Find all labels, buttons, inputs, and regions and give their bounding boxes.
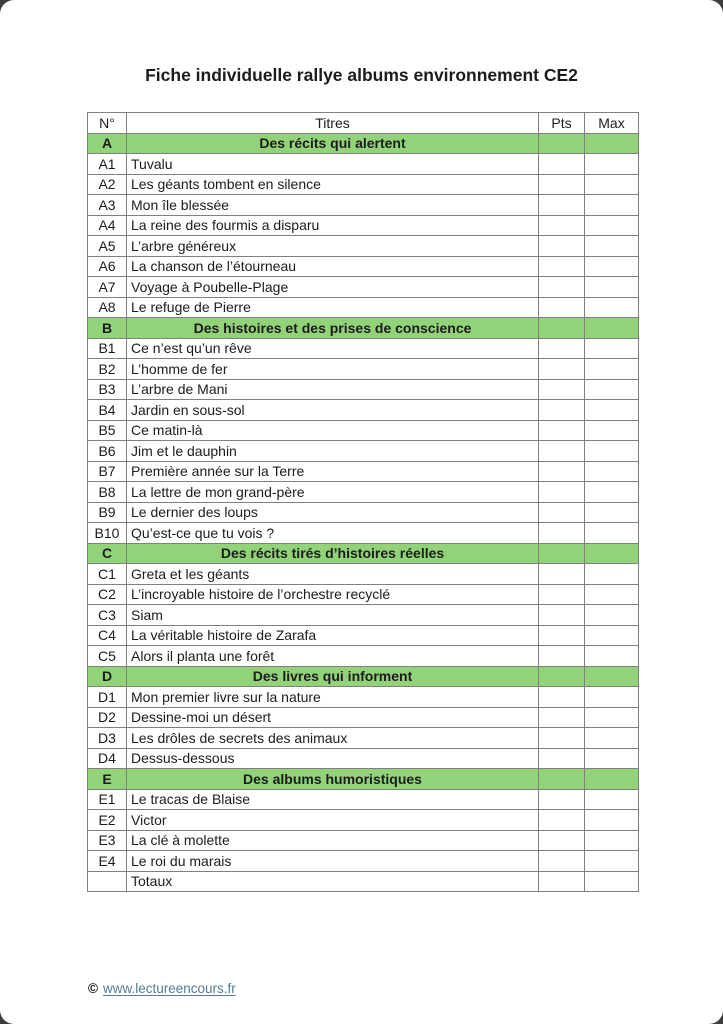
book-title: La véritable histoire de Zarafa bbox=[127, 625, 539, 646]
pts-cell bbox=[539, 174, 585, 195]
pts-cell bbox=[539, 584, 585, 605]
pts-cell bbox=[539, 605, 585, 626]
pts-cell bbox=[539, 748, 585, 769]
max-cell bbox=[585, 687, 639, 708]
book-title: Première année sur la Terre bbox=[127, 461, 539, 482]
section-label: Des récits tirés d’histoires réelles bbox=[127, 543, 539, 564]
book-row bbox=[88, 605, 639, 626]
max-cell bbox=[585, 420, 639, 441]
book-row bbox=[88, 789, 639, 810]
book-number: A5 bbox=[88, 236, 127, 257]
book-row bbox=[88, 359, 639, 380]
section-code: B bbox=[88, 318, 127, 339]
max-cell bbox=[585, 707, 639, 728]
pts-cell bbox=[539, 277, 585, 298]
book-number: A1 bbox=[88, 154, 127, 175]
totals-num-cell bbox=[88, 871, 127, 892]
reading-list-table bbox=[87, 112, 639, 892]
pts-cell bbox=[539, 359, 585, 380]
book-number: B9 bbox=[88, 502, 127, 523]
pts-cell bbox=[539, 338, 585, 359]
book-number: A2 bbox=[88, 174, 127, 195]
pts-cell bbox=[539, 215, 585, 236]
book-title: Ce matin-là bbox=[127, 420, 539, 441]
book-number: D4 bbox=[88, 748, 127, 769]
pts-cell bbox=[539, 830, 585, 851]
book-number: A6 bbox=[88, 256, 127, 277]
book-row bbox=[88, 502, 639, 523]
section-label: Des récits qui alertent bbox=[127, 133, 539, 154]
book-number: A4 bbox=[88, 215, 127, 236]
book-title: Mon île blessée bbox=[127, 195, 539, 216]
book-title: Dessus-dessous bbox=[127, 748, 539, 769]
pts-cell bbox=[539, 810, 585, 831]
section-pts-cell bbox=[539, 318, 585, 339]
pts-cell bbox=[539, 687, 585, 708]
book-number: C1 bbox=[88, 564, 127, 585]
book-row bbox=[88, 461, 639, 482]
book-number: E1 bbox=[88, 789, 127, 810]
book-title: Les géants tombent en silence bbox=[127, 174, 539, 195]
pts-cell bbox=[539, 400, 585, 421]
pts-cell bbox=[539, 564, 585, 585]
totals-label: Totaux bbox=[127, 871, 539, 892]
pts-cell bbox=[539, 502, 585, 523]
book-row bbox=[88, 195, 639, 216]
book-title: Alors il planta une forêt bbox=[127, 646, 539, 667]
pts-cell bbox=[539, 461, 585, 482]
book-row bbox=[88, 810, 639, 831]
book-number: B5 bbox=[88, 420, 127, 441]
totals-max-cell bbox=[585, 871, 639, 892]
max-cell bbox=[585, 625, 639, 646]
table-body bbox=[88, 133, 639, 892]
book-row bbox=[88, 154, 639, 175]
book-row bbox=[88, 256, 639, 277]
book-row bbox=[88, 379, 639, 400]
pts-cell bbox=[539, 154, 585, 175]
book-row bbox=[88, 625, 639, 646]
section-pts-cell bbox=[539, 666, 585, 687]
book-number: C3 bbox=[88, 605, 127, 626]
max-cell bbox=[585, 523, 639, 544]
book-title: Siam bbox=[127, 605, 539, 626]
book-title: Victor bbox=[127, 810, 539, 831]
book-title: L’homme de fer bbox=[127, 359, 539, 380]
section-row-B bbox=[88, 318, 639, 339]
max-cell bbox=[585, 174, 639, 195]
section-max-cell bbox=[585, 133, 639, 154]
book-title: Greta et les géants bbox=[127, 564, 539, 585]
pts-cell bbox=[539, 195, 585, 216]
book-title: Voyage à Poubelle-Plage bbox=[127, 277, 539, 298]
column-header-num: N° bbox=[88, 113, 127, 134]
book-title: L’incroyable histoire de l’orchestre recyclé bbox=[127, 584, 539, 605]
book-title: Le roi du marais bbox=[127, 851, 539, 872]
max-cell bbox=[585, 461, 639, 482]
section-code: D bbox=[88, 666, 127, 687]
book-number: B4 bbox=[88, 400, 127, 421]
book-title: Qu’est-ce que tu vois ? bbox=[127, 523, 539, 544]
book-row bbox=[88, 687, 639, 708]
book-number: B2 bbox=[88, 359, 127, 380]
section-label: Des albums humoristiques bbox=[127, 769, 539, 790]
book-number: C2 bbox=[88, 584, 127, 605]
book-row bbox=[88, 174, 639, 195]
section-pts-cell bbox=[539, 133, 585, 154]
section-code: A bbox=[88, 133, 127, 154]
max-cell bbox=[585, 359, 639, 380]
book-number: A7 bbox=[88, 277, 127, 298]
book-row bbox=[88, 728, 639, 749]
section-pts-cell bbox=[539, 543, 585, 564]
book-number: B8 bbox=[88, 482, 127, 503]
pts-cell bbox=[539, 625, 585, 646]
max-cell bbox=[585, 236, 639, 257]
section-max-cell bbox=[585, 666, 639, 687]
book-title: Jardin en sous-sol bbox=[127, 400, 539, 421]
book-row bbox=[88, 584, 639, 605]
book-row bbox=[88, 420, 639, 441]
pts-cell bbox=[539, 256, 585, 277]
book-row bbox=[88, 830, 639, 851]
book-number: E4 bbox=[88, 851, 127, 872]
book-number: D1 bbox=[88, 687, 127, 708]
max-cell bbox=[585, 441, 639, 462]
footer bbox=[88, 981, 236, 996]
book-number: B6 bbox=[88, 441, 127, 462]
book-title: La reine des fourmis a disparu bbox=[127, 215, 539, 236]
book-number: D3 bbox=[88, 728, 127, 749]
pts-cell bbox=[539, 379, 585, 400]
max-cell bbox=[585, 379, 639, 400]
column-header-max: Max bbox=[585, 113, 639, 134]
book-title: Dessine-moi un désert bbox=[127, 707, 539, 728]
book-title: L’arbre de Mani bbox=[127, 379, 539, 400]
book-number: D2 bbox=[88, 707, 127, 728]
pts-cell bbox=[539, 236, 585, 257]
max-cell bbox=[585, 297, 639, 318]
book-row bbox=[88, 338, 639, 359]
max-cell bbox=[585, 564, 639, 585]
book-row bbox=[88, 851, 639, 872]
section-row-D bbox=[88, 666, 639, 687]
pts-cell bbox=[539, 482, 585, 503]
max-cell bbox=[585, 584, 639, 605]
section-row-C bbox=[88, 543, 639, 564]
max-cell bbox=[585, 195, 639, 216]
book-title: Le dernier des loups bbox=[127, 502, 539, 523]
book-number: C4 bbox=[88, 625, 127, 646]
book-number: B10 bbox=[88, 523, 127, 544]
max-cell bbox=[585, 215, 639, 236]
max-cell bbox=[585, 748, 639, 769]
section-max-cell bbox=[585, 769, 639, 790]
pts-cell bbox=[539, 420, 585, 441]
book-number: A3 bbox=[88, 195, 127, 216]
pts-cell bbox=[539, 297, 585, 318]
column-header-pts: Pts bbox=[539, 113, 585, 134]
book-row bbox=[88, 400, 639, 421]
totals-pts-cell bbox=[539, 871, 585, 892]
book-row bbox=[88, 297, 639, 318]
section-code: C bbox=[88, 543, 127, 564]
pts-cell bbox=[539, 646, 585, 667]
page-title: Fiche individuelle rallye albums environnement CE2 bbox=[145, 65, 578, 85]
max-cell bbox=[585, 810, 639, 831]
section-pts-cell bbox=[539, 769, 585, 790]
section-label: Des livres qui informent bbox=[127, 666, 539, 687]
max-cell bbox=[585, 277, 639, 298]
book-row bbox=[88, 523, 639, 544]
max-cell bbox=[585, 789, 639, 810]
book-row bbox=[88, 564, 639, 585]
max-cell bbox=[585, 851, 639, 872]
totals-row bbox=[88, 871, 639, 892]
table-header-row bbox=[88, 113, 639, 134]
max-cell bbox=[585, 482, 639, 503]
column-header-titres: Titres bbox=[127, 113, 539, 134]
max-cell bbox=[585, 605, 639, 626]
max-cell bbox=[585, 646, 639, 667]
book-number: B1 bbox=[88, 338, 127, 359]
book-number: C5 bbox=[88, 646, 127, 667]
book-number: B7 bbox=[88, 461, 127, 482]
book-number: B3 bbox=[88, 379, 127, 400]
book-number: E2 bbox=[88, 810, 127, 831]
book-title: Les drôles de secrets des animaux bbox=[127, 728, 539, 749]
website-link[interactable]: www.lectureencours.fr bbox=[102, 981, 236, 996]
book-title: L’arbre généreux bbox=[127, 236, 539, 257]
pts-cell bbox=[539, 789, 585, 810]
pts-cell bbox=[539, 707, 585, 728]
section-label: Des histoires et des prises de conscience bbox=[127, 318, 539, 339]
section-max-cell bbox=[585, 318, 639, 339]
section-max-cell bbox=[585, 543, 639, 564]
book-row bbox=[88, 277, 639, 298]
section-row-A bbox=[88, 133, 639, 154]
pts-cell bbox=[539, 728, 585, 749]
max-cell bbox=[585, 338, 639, 359]
book-title: Jim et le dauphin bbox=[127, 441, 539, 462]
book-row bbox=[88, 441, 639, 462]
copyright-icon: © bbox=[88, 981, 98, 996]
book-row bbox=[88, 748, 639, 769]
book-title: La chanson de l’étourneau bbox=[127, 256, 539, 277]
book-row bbox=[88, 482, 639, 503]
max-cell bbox=[585, 830, 639, 851]
max-cell bbox=[585, 256, 639, 277]
max-cell bbox=[585, 728, 639, 749]
book-row bbox=[88, 646, 639, 667]
pts-cell bbox=[539, 441, 585, 462]
book-title: Tuvalu bbox=[127, 154, 539, 175]
book-title: Ce n’est qu’un rêve bbox=[127, 338, 539, 359]
pts-cell bbox=[539, 523, 585, 544]
max-cell bbox=[585, 400, 639, 421]
section-row-E bbox=[88, 769, 639, 790]
max-cell bbox=[585, 154, 639, 175]
book-title: Mon premier livre sur la nature bbox=[127, 687, 539, 708]
book-title: Le refuge de Pierre bbox=[127, 297, 539, 318]
section-code: E bbox=[88, 769, 127, 790]
max-cell bbox=[585, 502, 639, 523]
pts-cell bbox=[539, 851, 585, 872]
book-title: Le tracas de Blaise bbox=[127, 789, 539, 810]
book-title: La lettre de mon grand-père bbox=[127, 482, 539, 503]
book-title: La clé à molette bbox=[127, 830, 539, 851]
book-row bbox=[88, 215, 639, 236]
book-row bbox=[88, 236, 639, 257]
book-number: A8 bbox=[88, 297, 127, 318]
book-row bbox=[88, 707, 639, 728]
book-number: E3 bbox=[88, 830, 127, 851]
